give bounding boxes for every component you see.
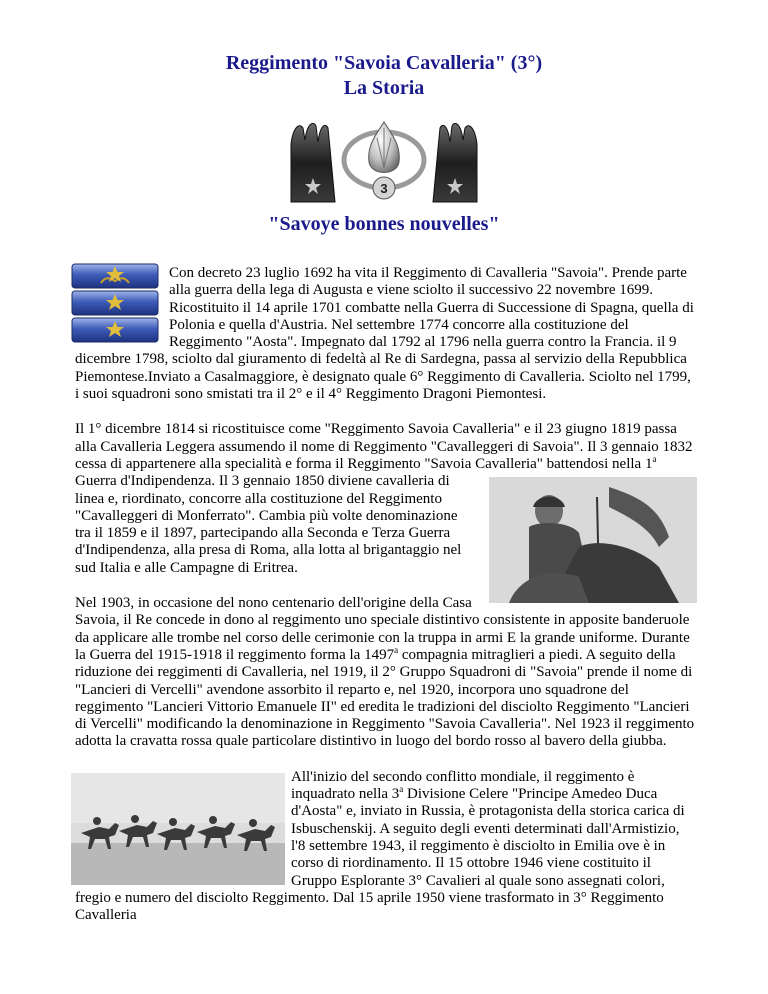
paragraph-3: Nel 1903, in occasione del nono centenario dell'origine della Casa Savoia, il Re concede in dono al reggimento uno speciale distintivo consistente in apposite banderuole da applicare alle trombe nel corso delle cerimonie con la truppa in armi E la grande uniforme. Durante la Guerra del 1915-1918 il reggimento forma la 1497$^a$ compagnia mitraglieri a piedi. A seguito della riduzione dei reggimenti di Cavalleria, nel 1919, il 2° Gruppo Squadroni di "Savoia" prende il nome di "Lancieri di Vercelli" avendone assorbito il reparto e, nel 1920, incorpora uno squadrone del reggimento "Lancieri Vittorio Emanuele II" ed eredita le tradizioni del disciolto Reggimento "Lancieri di Vercelli" modificando la denominazione in Reggimento "Savoia Cavalleria". Nel 1923 il reggimento adotta la cravatta rossa quale particolare distintivo in luogo del bordo rosso al bavero della giubba. <box>75 595 695 750</box>
paragraph-2: Il 1° dicembre 1814 si ricostituisce come "Reggimento Savoia Cavalleria" e il 23 giugno 1819 passa alla Cavalleria Leggera assumendo il nome di Reggimento "Cavalleggeri di Savoia". Il 3 gennaio 1832 cessa di appartenere alla specialità e forma il Reggimento "Savoia Cavalleria" battendosi nella 1$^a$ Guerra d'Indipendenza. Il 3 gennaio 1850 diviene cavalleria di linea e, riordinato, concorre alla costituzione del Reggimento "Cavalleggeri di Monferrato". Cambia più volte denominazione tra il 1859 e il 1897, partecipando alla Seconda e Terza Guerra d'Indipendenza, alla presa di Roma, alla lotta al brigantaggio nel sud Italia e alle Campagne di Eritrea. <box>75 421 697 577</box>
regimental-badge-icon <box>289 118 479 204</box>
article-body-top <box>75 265 697 942</box>
paragraph-4: All'inizio del secondo conflitto mondiale, il reggimento è inquadrato nella 3$^a$ Divisione Celere "Principe Amedeo Duca d'Aosta" e, inviato in Russia, è protagonista della storica carica di Isbuschenskij. A seguito degli eventi determinati dall'Armistizio, l'8 settembre 1943, il reggimento è disciolto in Emilia ove è in corso di riordinamento. Il 15 ottobre 1946 viene costituito il Gruppo Esplorante 3° Cavalieri al quale sono assegnati colori, fregio e numero del disciolto Reggimento. Dal 15 aprile 1950 viene trasformato in 3° Reggimento Cavalleria <box>75 769 697 925</box>
motto: "Savoye bonnes nouvelles" <box>268 213 500 235</box>
paragraph-1: Con decreto 23 luglio 1692 ha vita il Reggimento di Cavalleria "Savoia". Prende parte alla guerra della lega di Augusta e viene sciolto il successivo 22 novembre 1699. Ricostituito il 14 aprile 1701 combatte nella Guerra di Successione di Spagna, quella di Polonia e quella d'Austria. Nel settembre 1774 concorre alla costituzione del Reggimento "Aosta". Impegnato dal 1792 al 1796 nella guerra contro la Francia. il 9 dicembre 1798, sciolto dal giuramento di fedeltà al Re di Sardegna, passa al servizio della Repubblica Piemontese.Inviato a Casalmaggiore, è designato quale 6° Reggimento di Cavalleria. Sciolto nel 1799, i suoi squadroni sono smistati tra il 2° e il 4° Reggimento Dragoni Piemontesi. <box>75 265 697 403</box>
badge-number: 3 <box>380 181 388 196</box>
cavalry-charge-photo <box>71 773 285 885</box>
title-line-2: La Storia <box>343 77 425 99</box>
rank-insignia-icon <box>71 263 159 343</box>
cavalry-officer-photo <box>489 477 697 603</box>
title-line-1: Reggimento "Savoia Cavalleria" (3°) <box>225 52 543 74</box>
page-title <box>0 51 768 101</box>
